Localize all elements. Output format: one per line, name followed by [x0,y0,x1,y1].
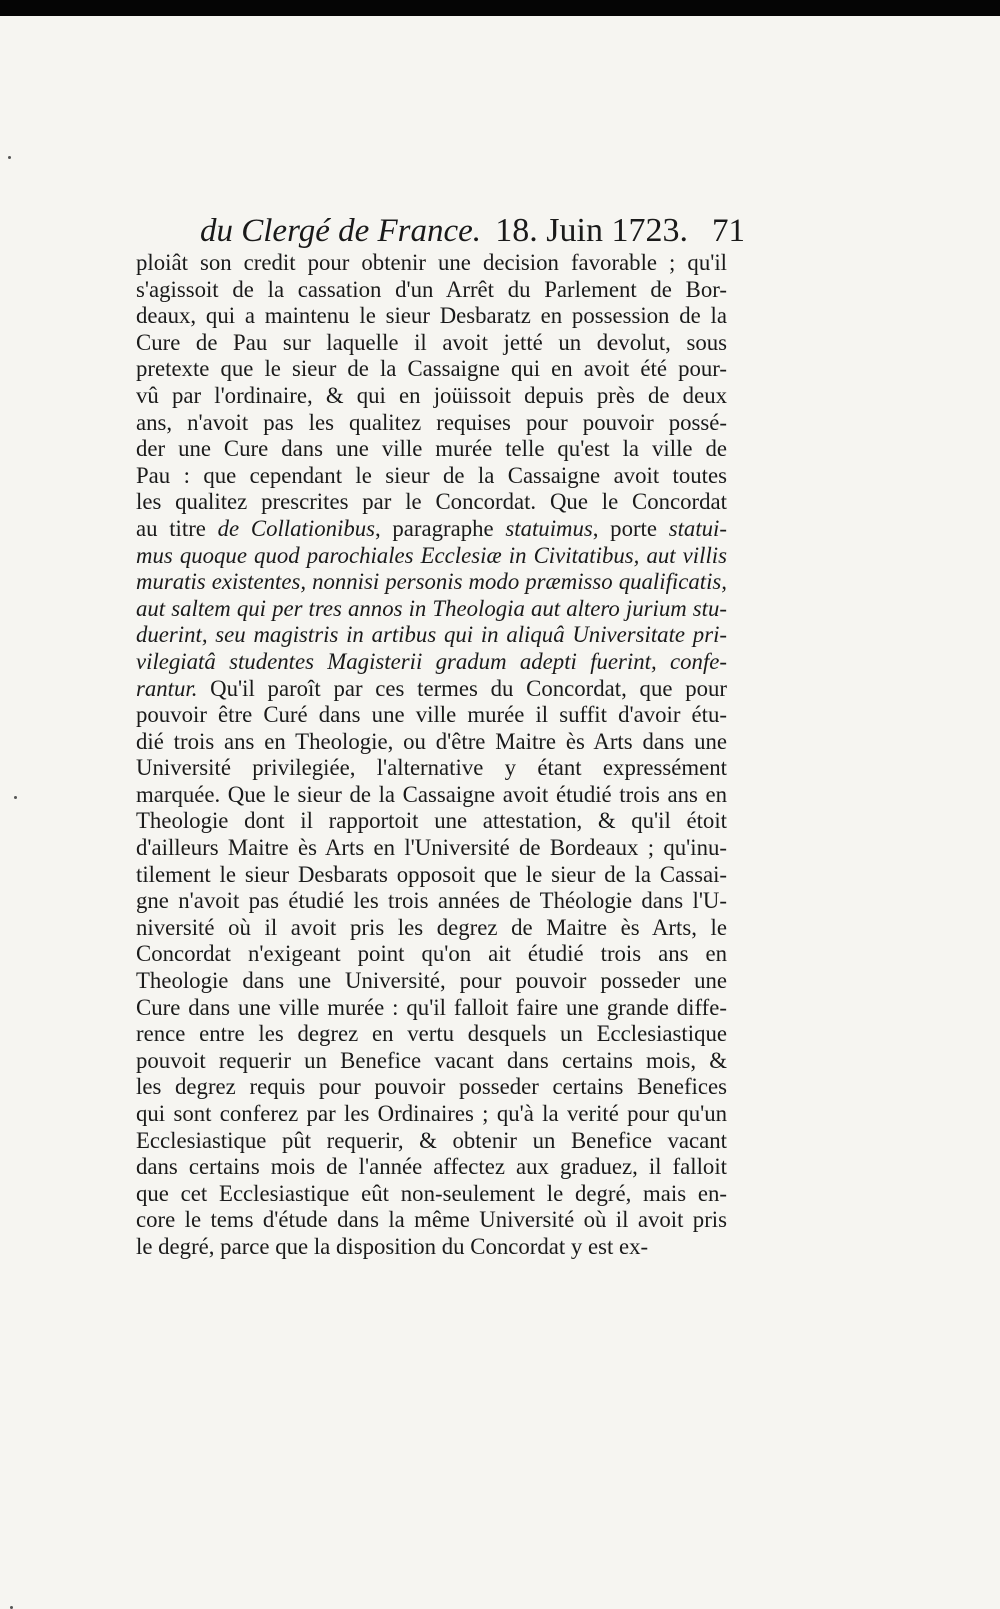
text-line [136,941,727,968]
text-run: s'agissoit de la cassation d'un Arrêt du Parlement de Bor- [136,276,727,302]
scan-top-border [0,0,1000,16]
text-run: dié trois ans en Theologie, ou d'être Maitre ès Arts dans une [136,728,727,754]
text-run: d'ailleurs Maitre ès Arts en l'Université de Bordeaux ; qu'inu- [136,835,727,861]
text-run: marquée. Que le sieur de la Cassaigne avoit étudié trois ans en [136,781,727,807]
text-run: les qualitez prescrites par le Concordat. Que le Concordat [136,489,727,515]
text-line [136,250,727,277]
text-line [136,968,727,995]
scan-speck [8,156,11,159]
italic-latin-run: de Collationibus [217,515,375,541]
text-run: , porte [592,515,669,541]
text-line [136,436,727,463]
text-run: rence entre les degrez en vertu desquels un Ecclesiastique [136,1021,727,1047]
text-line [136,782,727,809]
text-line [136,1207,727,1234]
text-line [136,808,727,835]
text-line [136,1048,727,1075]
text-run: le degré, parce que la disposition du Concordat y est ex- [136,1233,649,1259]
text-line [136,383,727,410]
text-line [136,1154,727,1181]
text-run: pretexte que le sieur de la Cassaigne qui en avoit été pour- [136,356,727,382]
text-line [136,622,727,649]
text-run: qui sont conferez par les Ordinaires ; qu'à la verité pour qu'un [136,1101,727,1126]
text-line [136,729,727,756]
text-line [136,516,727,543]
text-run: ans, n'avoit pas les qualitez requises pour pouvoir possé- [136,409,727,435]
italic-latin-run: aut saltem qui per tres annos in Theologia aut altero jurium stu- [136,595,727,621]
text-run: tilement le sieur Desbarats opposoit que le sieur de la Cassai- [136,861,727,887]
text-run: Ecclesiastique pût requerir, & obtenir un Benefice vacant [136,1127,727,1153]
text-line [136,1181,727,1208]
running-head-title: du Clergé de France. [200,213,482,249]
text-line [136,649,727,676]
body-text [136,250,727,1261]
text-line [136,1074,727,1101]
text-line [136,888,727,915]
text-line [136,303,727,330]
text-line [136,835,727,862]
text-line [136,330,727,357]
text-line [136,1128,727,1155]
text-run: der une Cure dans une ville murée telle qu'est la ville de [136,436,727,462]
text-line [136,1021,727,1048]
text-line [136,356,727,383]
text-run: gne n'avoit pas étudié les trois années de Théologie dans l'U- [136,888,727,914]
text-run: Qu'il paroît par ces termes du Concordat, que pour [197,675,727,701]
text-run: Theologie dont il rapportoit une attestation, & qu'il étoit [136,808,727,834]
text-line [136,569,727,596]
scan-speck [14,796,17,799]
text-line [136,1234,727,1261]
text-line [136,676,727,703]
text-run: pouvoir être Curé dans une ville murée il suffit d'avoir étu- [136,702,727,728]
page-number: 71 [712,213,745,249]
italic-latin-run: statuimus [505,515,593,541]
text-line [136,489,727,516]
italic-latin-run: muratis existentes, nonnisi personis modo præmisso qualificatis, [136,569,727,595]
running-head-date: 18. Juin 1723. [495,212,688,249]
text-run: Concordat n'exigeant point qu'on ait étudié trois ans en [136,941,727,967]
text-run: que cet Ecclesiastique eût non-seulement le degré, mais en- [136,1180,727,1206]
text-run: , paragraphe [375,515,506,541]
text-line [136,543,727,570]
text-line [136,702,727,729]
text-line [136,410,727,437]
text-run: au titre [136,515,218,541]
text-line [136,1101,727,1128]
text-run: Pau : que cependant le sieur de la Cassaigne avoit toutes [136,462,727,488]
text-line [136,862,727,889]
text-run: vû par l'ordinaire, & qui en joüissoit depuis près de deux [136,382,727,408]
italic-latin-run: mus quoque quod parochiales Ecclesiæ in Civitatibus, aut villis [136,542,727,568]
text-line [136,596,727,623]
text-line [136,463,727,490]
text-line [136,995,727,1022]
text-run: Theologie dans une Université, pour pouvoir posseder une [136,968,727,994]
text-run: Université privilegiée, l'alternative y étant expressément [136,755,727,781]
text-run: Cure dans une ville murée : qu'il falloit faire une grande diffe- [136,994,727,1020]
italic-latin-run: statui- [668,515,727,541]
text-run: Cure de Pau sur laquelle il avoit jetté un devolut, sous [136,329,727,355]
text-line [136,755,727,782]
text-run: niversité où il avoit pris les degrez de Maitre ès Arts, le [136,914,727,940]
text-run: dans certains mois de l'année affectez aux graduez, il falloit [136,1154,727,1180]
text-run: pouvoit requerir un Benefice vacant dans certains mois, & [136,1047,727,1073]
italic-latin-run: vilegiatâ studentes Magisterii gradum adepti fuerint, confe- [136,648,727,674]
italic-latin-run: duerint, seu magistris in artibus qui in aliquâ Universitate pri- [136,622,727,648]
italic-latin-run: rantur. [136,675,198,701]
text-line [136,915,727,942]
text-run: ploiât son credit pour obtenir une decision favorable ; qu'il [136,250,727,275]
text-line [136,277,727,304]
text-run: core le tems d'étude dans la même Université où il avoit pris [136,1207,727,1233]
text-run: deaux, qui a maintenu le sieur Desbaratz en possession de la [136,303,727,329]
text-run: les degrez requis pour pouvoir posseder certains Benefices [136,1074,727,1100]
